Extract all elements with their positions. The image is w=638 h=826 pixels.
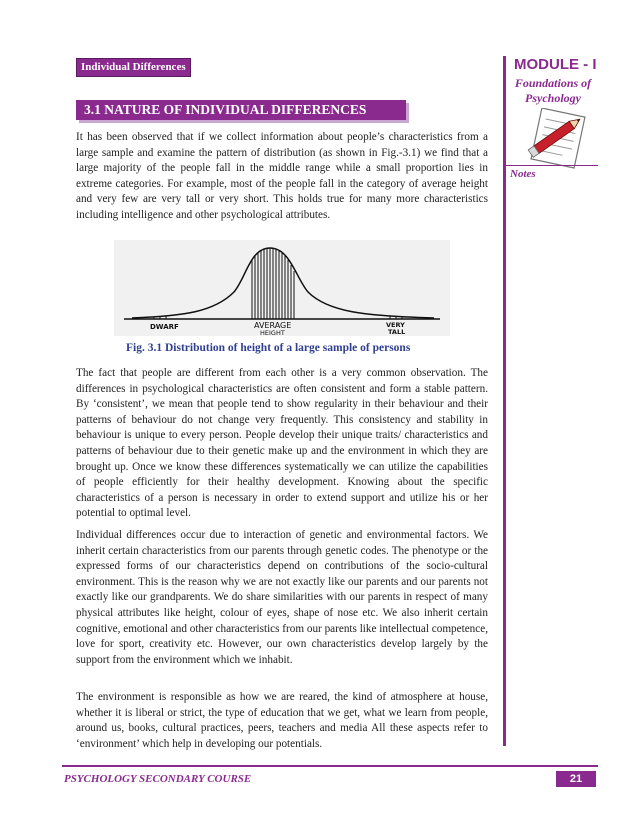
label-dwarf: DWARF	[150, 323, 179, 331]
label-tall: TALL	[388, 328, 406, 336]
notes-label: Notes	[510, 168, 536, 180]
module-label: MODULE - I	[514, 56, 597, 73]
chapter-tag: Individual Differences	[76, 58, 191, 77]
notes-pencil-icon	[514, 108, 600, 172]
label-height: HEIGHT	[260, 329, 285, 336]
footer-course-title: PSYCHOLOGY SECONDARY COURSE	[64, 773, 252, 785]
paragraph-environment: The environment is responsible as how we are reared, the kind of atmosphere at house, whether it is liberal or strict, the type of education that we get, what we learn from people, around us, books, cultural practices, peers, teachers and media All these aspects refer to ‘environment’ which help in developing our potentials.	[76, 691, 488, 750]
notes-divider	[506, 165, 598, 166]
height-distribution-figure	[114, 240, 450, 336]
label-very: VERY	[386, 321, 405, 329]
module-subtitle: Foundations of Psychology	[514, 76, 592, 105]
paragraph-genetics: Individual differences occur due to interaction of genetic and environmental factors. We inherit certain characteristics from our parents through genetic codes. The phenotype or the expressed forms of our characteristics depend on contributions of the socio-cultural environment. This is the reason why we are not exactly like our parents and our parents not exactly like our grandparents. We do share similarities with our parents in respect of many physical attributes like height, colour of eyes, shape of nose etc. We also inherit certain cognitive, emotional and other characteristics from our parents like intellectual competence, love for sport, creativity etc. However, our own characteristics develop largely by the support from the environment which we inhabit.	[76, 529, 488, 666]
paragraph-consistency: The fact that people are different from each other is a very common observation. The differences in psychological characteristics are often consistent and form a stable pattern. By ‘consistent’, we mean that people tend to show regularity in their behaviour and their patterns of behaviour do not change very frequently. This consistency and stability in behaviour is unique to every person. People develop their unique traits/ characteristics and patterns of behaviour due to their genetic make up and the environment in which they are brought up. Once we know these differences systematically we can utilize the capabilities of people efficiently for their healthy development. Knowing about the specific characteristics of a person is necessary in order to extend support and utilize his or her potential to optimal level.	[76, 367, 488, 520]
bell-curve-drawing	[114, 240, 450, 336]
sidebar-divider	[503, 56, 506, 746]
paragraph-intro: It has been observed that if we collect information about people’s characteristics from a large sample and examine the pattern of distribution (as shown in Fig.-3.1) we find that a large majority of the people fall in the middle range while a small proportion lies in extreme categories. For example, most of the people fall in the category of average height and very few are very tall or very short. This holds true for many more characteristics including intelligence and other psychological attributes.	[76, 131, 488, 221]
figure-caption: Fig. 3.1 Distribution of height of a large sample of persons	[126, 342, 411, 354]
footer-divider	[62, 765, 598, 767]
section-title: 3.1 NATURE OF INDIVIDUAL DIFFERENCES	[76, 100, 406, 120]
label-average: AVERAGE	[254, 321, 292, 330]
page-number: 21	[556, 771, 596, 787]
bell-curve	[132, 248, 434, 318]
